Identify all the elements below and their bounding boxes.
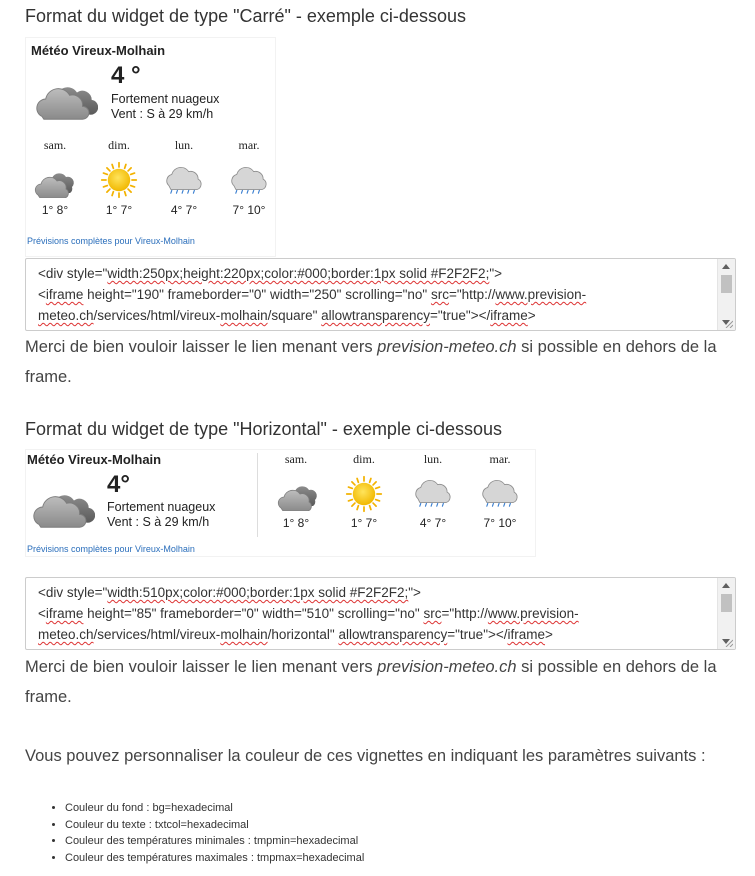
wind-info: Vent : S à 29 km/h [107, 515, 210, 529]
sunny-icon [345, 475, 383, 513]
current-condition: Fortement nuageux [111, 92, 220, 106]
customize-intro: Vous pouvez personnaliser la couleur de ces vignettes en indiquant les paramètres suivants : [25, 747, 706, 765]
list-item: • Couleur du texte : txtcol=hexadecimal [65, 817, 730, 834]
forecast-range: 1° 8° [282, 516, 310, 530]
cloudy-icon [275, 481, 319, 511]
square-weather-widget [25, 37, 276, 257]
forecast-day: lun. [174, 138, 194, 152]
rain-cloud-icon [412, 478, 454, 510]
scroll-up-arrow-icon[interactable] [722, 583, 730, 588]
forecast-day: sam. [43, 138, 67, 152]
heavy-cloud-icon [29, 484, 95, 530]
cloudy-icon [32, 168, 76, 198]
rain-cloud-icon [228, 165, 270, 197]
forecast-day: sam. [284, 452, 308, 466]
square-embed-code-textarea[interactable] [25, 258, 736, 331]
forecast-range: 1° 7° [350, 516, 378, 530]
forecast-day: mar. [238, 138, 260, 152]
code-line: <iframe height="85" frameborder="0" width="510" scrolling="no" src="http://www.prevision- [38, 606, 579, 621]
current-temperature: 4 ° [111, 62, 141, 89]
prevision-meteo-ref: prevision-meteo.ch [377, 338, 517, 356]
heavy-cloud-icon [32, 76, 98, 122]
wind-info: Vent : S à 29 km/h [111, 107, 214, 121]
forecast-day: dim. [108, 138, 130, 152]
full-forecast-link[interactable]: Prévisions complètes pour Vireux-Molhain [27, 544, 195, 554]
prevision-meteo-ref: prevision-meteo.ch [377, 658, 517, 676]
widget-location-title: Météo Vireux-Molhain [31, 43, 166, 58]
forecast-range: 1° 8° [41, 203, 69, 217]
square-note-paragraph: Merci de bien vouloir laisser le lien menant vers prevision-meteo.ch si possible en dehors de la frame. [25, 338, 717, 386]
forecast-range: 7° 10° [483, 516, 517, 530]
resize-handle-icon[interactable] [725, 320, 733, 328]
current-temperature: 4° [107, 471, 130, 498]
forecast-range: 7° 10° [232, 203, 266, 217]
rain-cloud-icon [479, 478, 521, 510]
params-list [25, 800, 730, 866]
forecast-day: mar. [489, 452, 511, 466]
code-line: <div style="width:250px;height:220px;color:#000;border:1px solid #F2F2F2;"> [38, 266, 503, 281]
forecast-day: dim. [353, 452, 375, 466]
code-line: meteo.ch/services/html/vireux-molhain/square" allowtransparency="true"></iframe> [38, 308, 536, 323]
horizontal-note-paragraph: Merci de bien vouloir laisser le lien menant vers prevision-meteo.ch si possible en dehors de la frame. [25, 658, 717, 706]
horizontal-section-heading: Format du widget de type "Horizontal" - exemple ci-dessous [25, 419, 502, 439]
forecast-range: 1° 7° [105, 203, 133, 217]
square-section-heading: Format du widget de type "Carré" - exemple ci-dessous [25, 6, 466, 26]
sunny-icon [100, 161, 138, 199]
horizontal-embed-code-textarea[interactable] [25, 577, 736, 650]
widget-divider [257, 453, 258, 537]
rain-cloud-icon [163, 165, 205, 197]
code-line: <iframe height="190" frameborder="0" width="250" scrolling="no" src="http://www.prevision- [38, 287, 587, 302]
list-item: • Couleur des températures maximales : tmpmax=hexadecimal [65, 850, 730, 867]
current-condition: Fortement nuageux [107, 500, 216, 514]
forecast-range: 4° 7° [170, 203, 198, 217]
scrollbar-thumb[interactable] [721, 275, 732, 293]
code-line: meteo.ch/services/html/vireux-molhain/horizontal" allowtransparency="true"></iframe> [38, 627, 553, 642]
list-item: • Couleur du fond : bg=hexadecimal [65, 800, 730, 817]
horizontal-weather-widget [25, 449, 536, 557]
scroll-up-arrow-icon[interactable] [722, 264, 730, 269]
forecast-range: 4° 7° [419, 516, 447, 530]
resize-handle-icon[interactable] [725, 639, 733, 647]
forecast-day: lun. [423, 452, 443, 466]
full-forecast-link[interactable]: Prévisions complètes pour Vireux-Molhain [27, 236, 195, 246]
widget-location-title: Météo Vireux-Molhain [27, 452, 162, 467]
code-line: <div style="width:510px;color:#000;border:1px solid #F2F2F2;"> [38, 585, 421, 600]
scrollbar-thumb[interactable] [721, 594, 732, 612]
list-item: • Couleur des températures minimales : tmpmin=hexadecimal [65, 833, 730, 850]
